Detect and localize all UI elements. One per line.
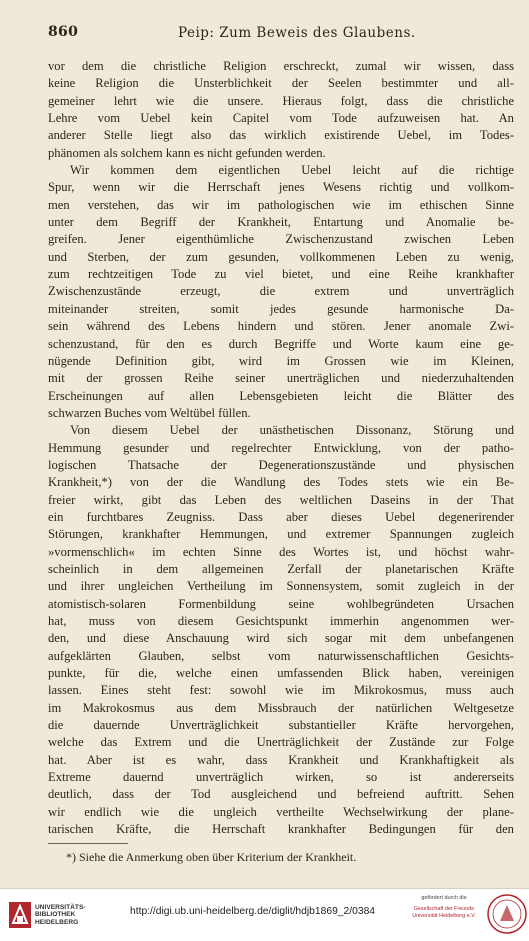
text-line: welche das Extrem und die Unerträglichkeit der Zustände zur Folge [48, 735, 514, 750]
text-line: »vormenschlich« im echten Sinne des Wortes ist, und höchst wahr- [48, 544, 514, 559]
library-name-line3: HEIDELBERG [35, 918, 79, 926]
text-line: miteinander streiten, somit jedes gesunde harmonische Da- [48, 301, 514, 316]
text-line: zum rechtzeitigen Tode zu viel bietet, und eine Reihe krankhafter [48, 267, 514, 282]
text-line: greifen. Jener eigenthümliche Zwischenzustand zwischen Leben [48, 232, 514, 247]
text-line: nügende Definition gibt, wird im Grossen wie im Kleinen, [48, 353, 514, 368]
text-line: Wir kommen dem eigentlichen Uebel leicht auf die richtige [70, 163, 514, 178]
text-line: Von diesem Uebel der unästhetischen Dissonanz, Störung und [70, 423, 514, 438]
text-line: Krankheit,*) von der die Wandlung des Todes stets wie ein Be- [48, 475, 514, 490]
university-library-logo[interactable] [8, 901, 86, 929]
text-line: schwarzen Buches vom Weltübel füllen. [48, 405, 251, 420]
text-line: den, und diese Anschauung wird sich sogar mit dem unbefangenen [48, 631, 514, 646]
text-line: logischen Thatsache der Degenerationszustände und physischen [48, 457, 514, 472]
funder-name-line2: Universität Heidelberg e.V. [412, 913, 476, 919]
text-line: scheinlich in dem allgemeinen Zerfall der planetarischen Kräfte [48, 561, 514, 576]
page-header [48, 24, 503, 46]
text-line: mit der grossen Reihe seiner unerträglichen und niederzuhaltenden [48, 371, 514, 386]
text-line: tarischen Kräfte, die Herrschaft krankhafter Bedingungen für den [48, 822, 514, 837]
text-line: anderer Stelle liegt also das wirklich existirende Uebel, im Todes- [48, 128, 514, 143]
text-line: Lehre vom Uebel kein Capitel vom Tode aufzuweisen hat. An [48, 111, 514, 126]
funder-credit [408, 895, 480, 920]
text-line: und Sterben, der zum gesunden, vollkommenen Leben zu wenig, [48, 249, 514, 264]
running-title: Peip: Zum Beweis des Glaubens. [178, 25, 416, 41]
text-line: hat, muss von diesem Gesichtspunkt immerhin angenommen wer- [48, 614, 514, 628]
text-line: Spur, wenn wir die Herrschaft jenes Wesens richtig und vollkom- [48, 180, 514, 195]
permalink-url[interactable]: http://digi.ub.uni-heidelberg.de/diglit/hdjb1869_2/0384 [130, 906, 376, 917]
text-line: die dauernde Unverträglichkeit substantieller Kräfte hervorgehen, [48, 718, 514, 733]
text-line: gemeiner lehrt wie die unsere. Hieraus folgt, dass die christliche [48, 93, 514, 108]
text-line: deutlich, dass der Tod ausgleichend und befreiend auftritt. Sehen [48, 787, 514, 802]
body-text [48, 58, 514, 838]
text-line: und ihrer ungleichen Vertheilung im Sonnensystem, somit zugleich in der [48, 579, 514, 594]
text-line: schenzustand, für den es durch Begriffe und Worte kaum eine ge- [48, 336, 514, 351]
funder-name-line1: Gesellschaft der Freunde [413, 906, 475, 912]
library-name [35, 904, 86, 927]
text-line: punkte, für die, welche einen umfassenden Blick haben, vereinigen [48, 666, 514, 681]
library-crest-icon [8, 901, 32, 929]
text-line: freier wirkt, gibt das Leben des weltlichen Daseins in der That [48, 492, 514, 507]
footnote: *) Siehe die Anmerkung oben über Kriterium der Krankheit. [66, 850, 357, 864]
text-line: Extreme dauernd unverträglich wirken, so ist andererseits [48, 770, 514, 785]
text-line: aufgeklärten Glauben, selbst vom naturwissenschaftlichen Gesichts- [48, 648, 514, 663]
text-line: lassen. Eines steht fest: sowohl wie im Mikrokosmus, muss auch [48, 683, 514, 698]
text-line: atomistisch-solaren Formenbildung seine wohlbegründeten Ursachen [48, 596, 514, 611]
text-line: vor dem die christliche Religion erschreckt, zumal wir wissen, dass [48, 59, 514, 73]
library-name-line2: BIBLIOTHEK [35, 911, 76, 919]
viewer-footer [0, 888, 529, 941]
university-seal-icon [486, 893, 528, 935]
text-line: im Makrokosmus aus dem Missbrauch der natürlichen Weltgesetze [48, 700, 514, 715]
text-line: keine Religion die Unsterblichkeit der Seelen bestimmter und all- [48, 76, 514, 91]
footnote-rule [48, 843, 128, 844]
text-line: unter dem Begriff der Krankheit, Entartung und Anomalie be- [48, 215, 514, 230]
text-line: hat. Aber ist es wahr, dass Krankheit und Krankhaftigkeit als [48, 752, 514, 767]
page-number: 860 [48, 24, 79, 40]
funder-name[interactable] [408, 906, 480, 920]
library-name-line1: UNIVERSITÄTS- [35, 903, 86, 911]
text-line: Erscheinungen auf allen Lebensgebieten leicht die Blätter des [48, 388, 514, 403]
text-line: sein während des Lebens hindern und stören. Jener anomale Zwi- [48, 319, 514, 334]
text-line: Hemmung gesunder und regelrechter Entwicklung, von der patho- [48, 440, 514, 455]
text-line: men verstehen, das wir im pathologischen wie im ethischen Sinne [48, 197, 514, 212]
funded-by-label: gefördert durch die [421, 895, 467, 901]
text-line: wir endlich wie die ungleich vertheilte Wechselwirkung der plane- [48, 804, 514, 819]
text-line: phänomen als solchem kann es nicht gefunden werden. [48, 145, 326, 160]
text-line: Störungen, krankhafter Hemmungen, und extremer Spannungen zugleich [48, 527, 514, 542]
text-line: Zwischenzustände erzeugt, die extrem und unverträglich [48, 284, 514, 299]
text-line: ein furchtbares Zeugniss. Dass aber dieses Uebel degenerirender [48, 509, 514, 524]
